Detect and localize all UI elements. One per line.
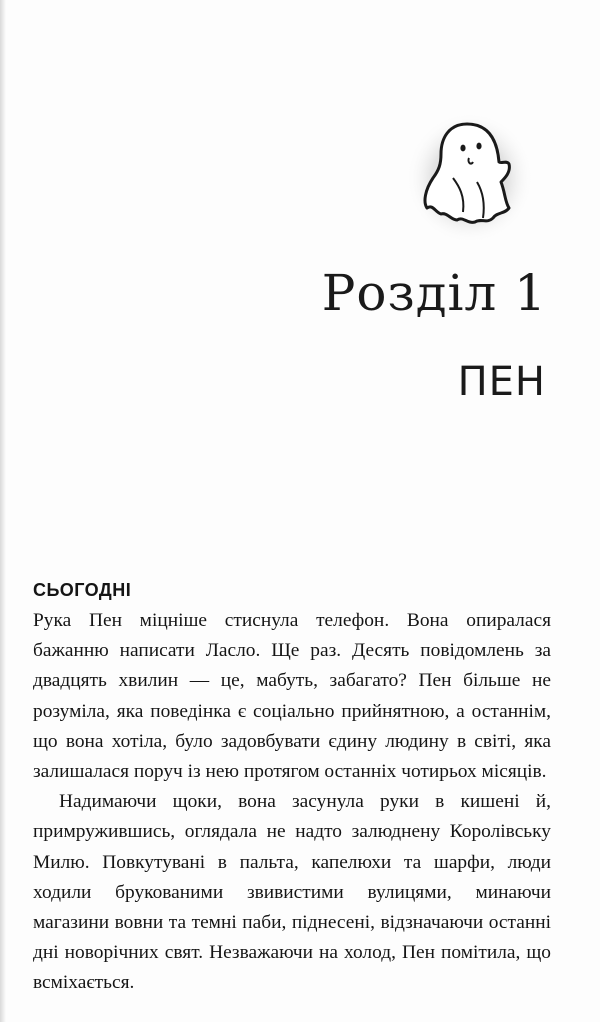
- paragraph: Надимаючи щоки, вона засунула руки в кишені й, примружившись, оглядала не надто залюднену Королівську Милю. Повкутувані в пальта, капелюхи та шарфи, люди ходили брукованими звивистими вулицями, минаючи магазини вовни та темні паби, піднесені, відзначаючи останні дні новорічних свят. Незважаючи на холод, Пен помітила, що всміхається.: [33, 791, 551, 994]
- page-edge-shadow: [0, 0, 6, 1022]
- ghost-icon: [405, 108, 535, 243]
- section-label: СЬОГОДНІ: [33, 580, 132, 600]
- body-text: [33, 606, 551, 999]
- chapter-number: Розділ 1: [321, 264, 547, 322]
- paragraph: Рука Пен міцніше стиснула телефон. Вона опиралася бажанню написати Ласло. Ще раз. Десять повідомлень за двадцять хвилин — це, мабуть, забагато? Пен більше не розуміла, яка поведінка є соціально прийнятною, а останнім, що вона хотіла, було задовбувати єдину людину в світі, яка залишалася поруч із нею протягом останніх чотирьох місяців.: [33, 610, 551, 783]
- chapter-title: ПЕН: [457, 359, 546, 405]
